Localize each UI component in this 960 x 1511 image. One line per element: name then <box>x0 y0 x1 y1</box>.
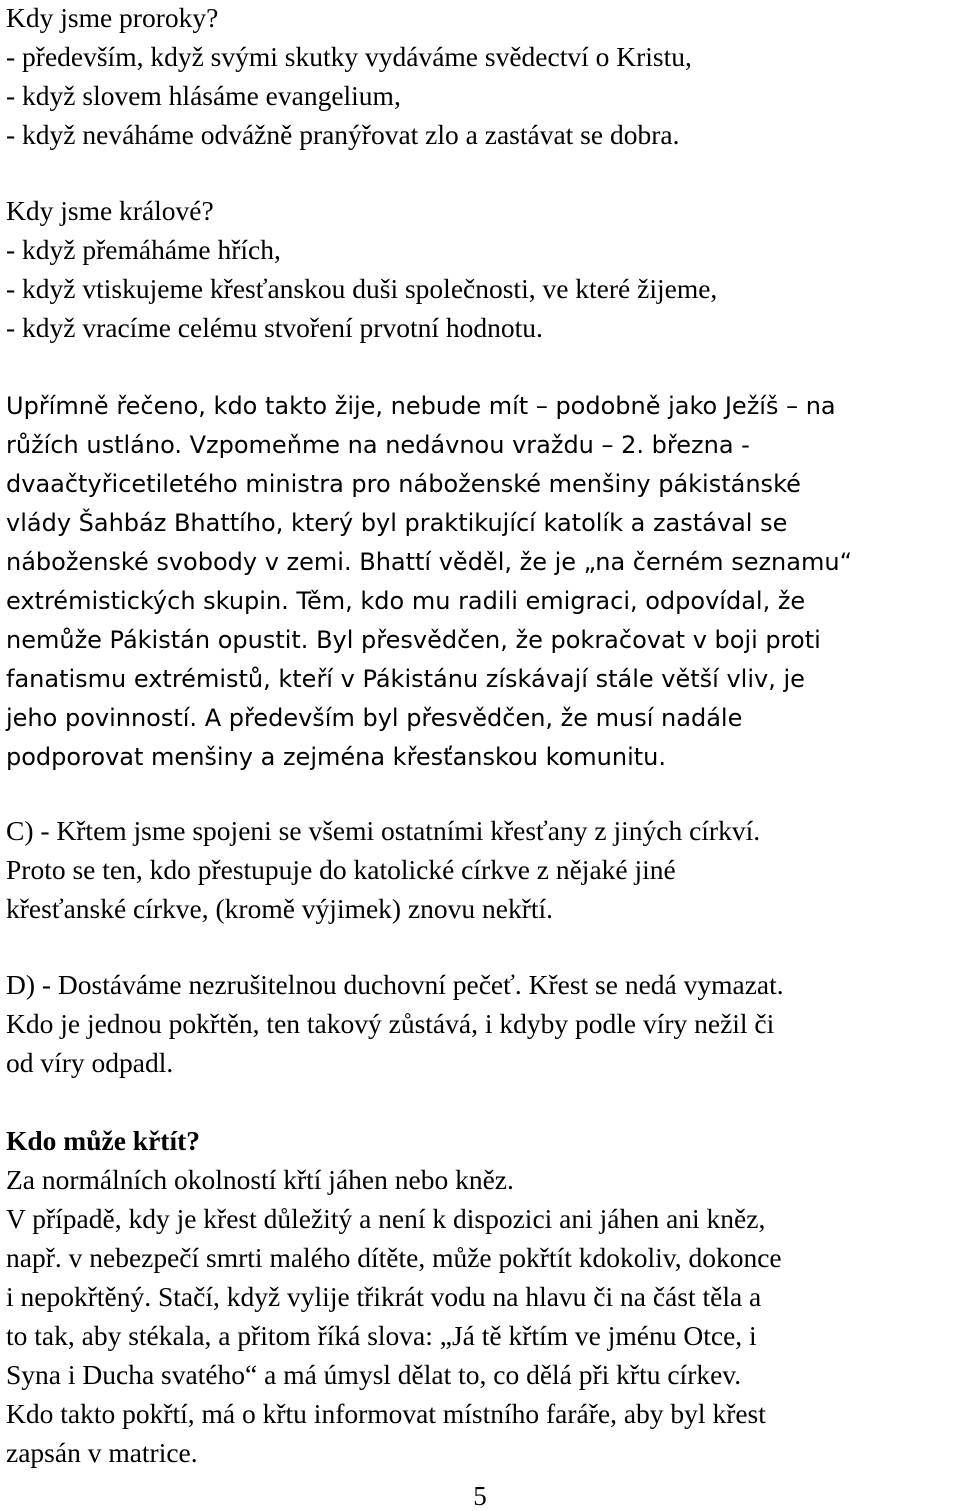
bhatti-paragraph-line: extrémistických skupin. Těm, kdo mu radili emigraci, odpovídal, že <box>6 587 806 615</box>
bhatti-paragraph-line: fanatismu extrémistů, kteří v Pákistánu získávají stále větší vliv, je <box>6 665 805 693</box>
paragraph-c-line: křesťanské církve, (kromě výjimek) znovu nekřtí. <box>6 893 554 924</box>
paragraph-d-line: D) - Dostáváme nezrušitelnou duchovní pečeť. Křest se nedá vymazat. <box>6 969 784 1000</box>
who-heading: Kdo může křtít? <box>6 1125 201 1156</box>
prophets-item: - především, když svými skutky vydáváme svědectví o Kristu, <box>6 41 692 72</box>
bhatti-paragraph-line: jeho povinností. A především byl přesvědčen, že musí nadále <box>6 704 743 732</box>
who-line: Syna i Ducha svatého“ a má úmysl dělat to, co dělá při křtu církev. <box>6 1359 742 1390</box>
kings-heading: Kdy jsme králové? <box>6 195 214 226</box>
who-line: Za normálních okolností křtí jáhen nebo kněz. <box>6 1164 514 1195</box>
prophets-item: - když neváháme odvážně pranýřovat zlo a zastávat se dobra. <box>6 119 680 150</box>
who-line: zapsán v matrice. <box>6 1437 198 1468</box>
paragraph-c-line: Proto se ten, kdo přestupuje do katolické církve z nějaké jiné <box>6 854 676 885</box>
paragraph-d-line: od víry odpadl. <box>6 1047 174 1078</box>
bhatti-paragraph-line: podporovat menšiny a zejména křesťanskou komunitu. <box>6 743 667 771</box>
prophets-heading: Kdy jsme proroky? <box>6 2 219 33</box>
kings-item: - když vracíme celému stvoření prvotní hodnotu. <box>6 312 543 343</box>
bhatti-paragraph-line: Upřímně řečeno, kdo takto žije, nebude mít – podobně jako Ježíš – na <box>6 392 836 420</box>
bhatti-paragraph-line: nemůže Pákistán opustit. Byl přesvědčen, že pokračovat v boji proti <box>6 626 821 654</box>
who-line: V případě, kdy je křest důležitý a není k dispozici ani jáhen ani kněz, <box>6 1203 766 1234</box>
bhatti-paragraph-line: náboženské svobody v zemi. Bhattí věděl, že je „na černém seznamu“ <box>6 548 852 576</box>
kings-item: - když přemáháme hřích, <box>6 234 281 265</box>
paragraph-c-line: C) - Křtem jsme spojeni se všemi ostatními křesťany z jiných církví. <box>6 815 761 846</box>
page-number: 5 <box>473 1481 487 1511</box>
paragraph-d-line: Kdo je jednou pokřtěn, ten takový zůstává, i kdyby podle víry nežil či <box>6 1008 775 1039</box>
who-line: např. v nebezpečí smrti malého dítěte, může pokřtít kdokoliv, dokonce <box>6 1242 782 1273</box>
bhatti-paragraph-line: vlády Šahbáz Bhattího, který byl praktikující katolík a zastával se <box>6 509 788 537</box>
who-line: Kdo takto pokřtí, má o křtu informovat místního faráře, aby byl křest <box>6 1398 766 1429</box>
bhatti-paragraph-line: dvaačtyřicetiletého ministra pro náboženské menšiny pákistánské <box>6 470 801 498</box>
who-line: i nepokřtěný. Stačí, když vylije třikrát vodu na hlavu či na část těla a <box>6 1281 762 1312</box>
kings-item: - když vtiskujeme křesťanskou duši společnosti, ve které žijeme, <box>6 273 718 304</box>
bhatti-paragraph-line: růžích ustláno. Vzpomeňme na nedávnou vraždu – 2. března - <box>6 431 750 459</box>
prophets-item: - když slovem hlásáme evangelium, <box>6 80 401 111</box>
who-line: to tak, aby stékala, a přitom říká slova: „Já tě křtím ve jménu Otce, i <box>6 1320 757 1351</box>
